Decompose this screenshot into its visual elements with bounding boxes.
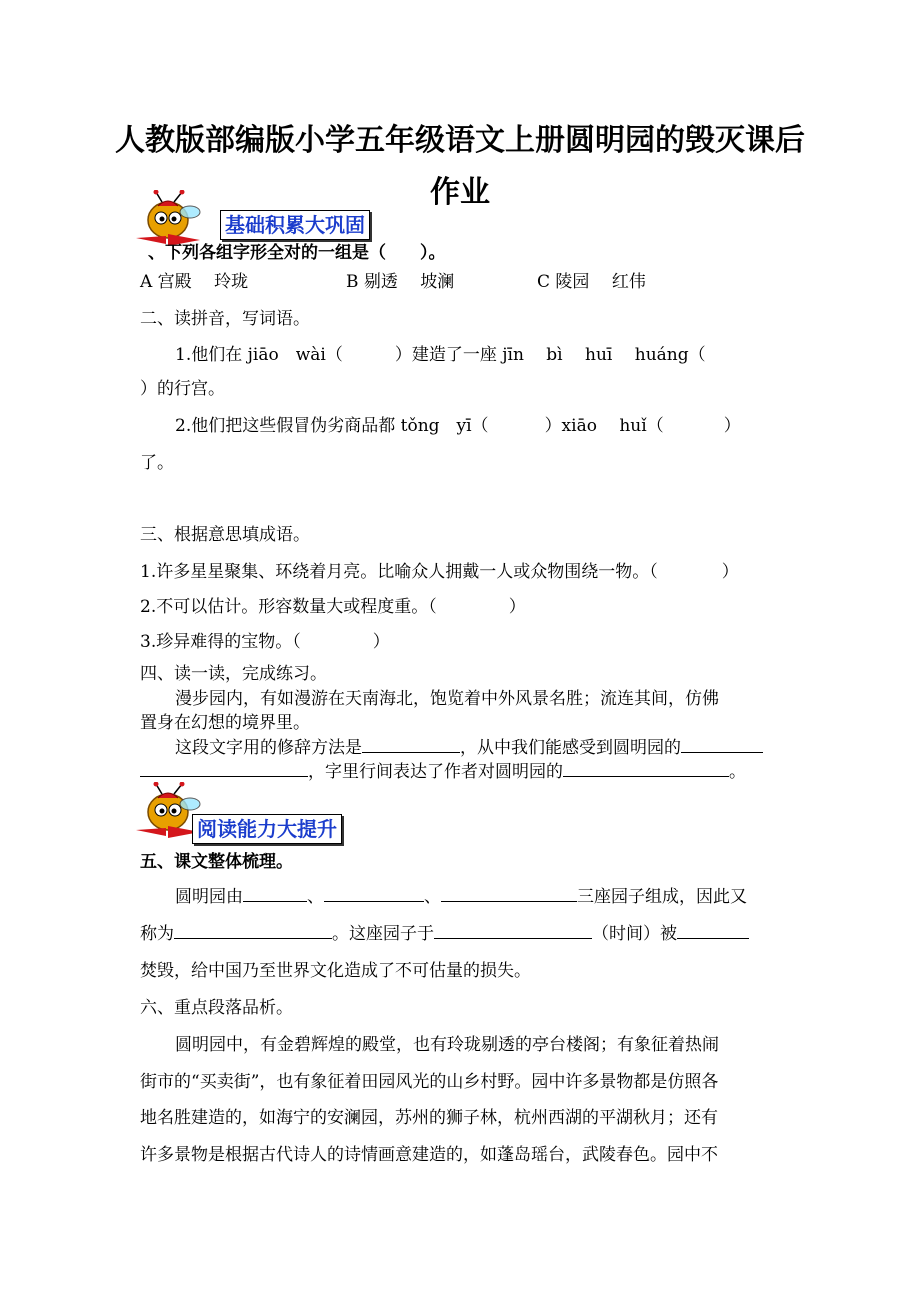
q6-passage-line3: 地名胜建造的，如海宁的安澜园，苏州的狮子林，杭州西湖的平湖秋月；还有 xyxy=(140,1108,718,1128)
q4-blank-rhetoric[interactable] xyxy=(362,736,460,753)
q5-blank-time[interactable] xyxy=(434,922,592,939)
q5-l1-d: 三座园子组成，因此又 xyxy=(577,887,747,907)
q2-s1-part-b: ）建造了一座 jīn bì huī huáng（ xyxy=(394,345,706,365)
q5-l2-b: 。这座园子于 xyxy=(332,924,434,944)
q2-sentence1-cont xyxy=(140,377,225,401)
q4-blank-feeling-b[interactable] xyxy=(140,760,308,777)
q4-blank-feeling-a[interactable] xyxy=(681,736,763,753)
q2-s2-part-b: ）xiāo huǐ（ xyxy=(544,416,664,436)
q3-item3-text: 3.珍异难得的宝物。（ xyxy=(140,632,301,652)
q4-q-part-b: ，从中我们能感受到圆明园的 xyxy=(460,738,681,758)
q5-blank-who[interactable] xyxy=(677,922,749,939)
q3-item1-text: 1.许多星星聚集、环绕着月亮。比喻众人拥戴一人或众物围绕一物。（ xyxy=(140,562,658,582)
q3-item2-end: ） xyxy=(508,597,526,617)
q2-sentence1 xyxy=(175,343,706,367)
q2-s2-part-d: 了。 xyxy=(140,453,174,473)
q2-s1-part-a: 1.他们在 jiāo wài（ xyxy=(175,345,343,365)
q5-blank-name[interactable] xyxy=(174,922,332,939)
section1-banner: 基础积累大巩固 xyxy=(220,210,370,240)
q1-option-b: B 剔透 坡澜 xyxy=(346,272,455,292)
q4-passage-line2: 置身在幻想的境界里。 xyxy=(140,713,310,733)
q5-line2 xyxy=(140,922,749,946)
q3-item3-end: ） xyxy=(372,632,390,652)
q5-blank-garden1[interactable] xyxy=(243,885,307,902)
q3-item3 xyxy=(140,630,390,654)
q5-line1 xyxy=(175,885,747,909)
q5-l1-c: 、 xyxy=(424,887,441,907)
page-title-line2: 作业 xyxy=(430,175,490,210)
q3-heading: 三、根据意思填成语。 xyxy=(140,525,310,545)
q4-q-part-c: ，字里行间表达了作者对圆明园的 xyxy=(308,762,563,782)
q3-item1 xyxy=(140,560,739,584)
q2-sentence2 xyxy=(175,414,741,438)
q5-line3: 焚毁，给中国乃至世界文化造成了不可估量的损失。 xyxy=(140,961,531,981)
q5-blank-garden3[interactable] xyxy=(441,885,577,902)
q3-item2-text: 2.不可以估计。形容数量大或程度重。（ xyxy=(140,597,437,617)
q1-option-c: C 陵园 红伟 xyxy=(537,272,646,292)
page-title-line1: 人教版部编版小学五年级语文上册圆明园的毁灭课后 xyxy=(115,123,805,158)
q1-stem: 、下列各组字形全对的一组是（ ）。 xyxy=(148,243,446,263)
q3-item1-end: ） xyxy=(721,562,739,582)
q6-passage-line1: 圆明园中，有金碧辉煌的殿堂，也有玲珑剔透的亭台楼阁；有象征着热闹 xyxy=(175,1035,719,1055)
section2-banner: 阅读能力大提升 xyxy=(192,814,342,844)
q4-passage-line1: 漫步园内，有如漫游在天南海北，饱览着中外风景名胜；流连其间，仿佛 xyxy=(175,689,719,709)
q5-heading: 五、课文整体梳理。 xyxy=(140,852,293,872)
q4-blank-emotion[interactable] xyxy=(563,760,729,777)
q6-passage-line4: 许多景物是根据古代诗人的诗情画意建造的，如蓬岛瑶台，武陵春色。园中不 xyxy=(140,1145,718,1165)
q5-blank-garden2[interactable] xyxy=(324,885,424,902)
q5-l2-c: （时间）被 xyxy=(592,924,677,944)
q3-item2 xyxy=(140,595,526,619)
q4-heading: 四、读一读，完成练习。 xyxy=(140,664,327,684)
q1-option-a: A 宫殿 玲珑 xyxy=(140,272,249,292)
q2-s2-part-c: ） xyxy=(723,416,741,436)
q2-s2-part-a: 2.他们把这些假冒伪劣商品都 tǒng yī（ xyxy=(175,416,489,436)
q6-passage-line2: 街市的“买卖街”，也有象征着田园风光的山乡村野。园中许多景物都是仿照各 xyxy=(140,1072,719,1092)
q4-q-part-d: 。 xyxy=(729,762,746,782)
q5-l2-a: 称为 xyxy=(140,924,174,944)
q2-s1-part-c: ）的行宫。 xyxy=(140,379,225,399)
q4-q-part-a: 这段文字用的修辞方法是 xyxy=(175,738,362,758)
q2-heading: 二、读拼音，写词语。 xyxy=(140,309,310,329)
q4-question-line2 xyxy=(140,760,746,784)
q6-heading: 六、重点段落品析。 xyxy=(140,998,293,1018)
q5-l1-b: 、 xyxy=(307,887,324,907)
q5-l1-a: 圆明园由 xyxy=(175,887,243,907)
q4-question-line1 xyxy=(175,736,763,760)
